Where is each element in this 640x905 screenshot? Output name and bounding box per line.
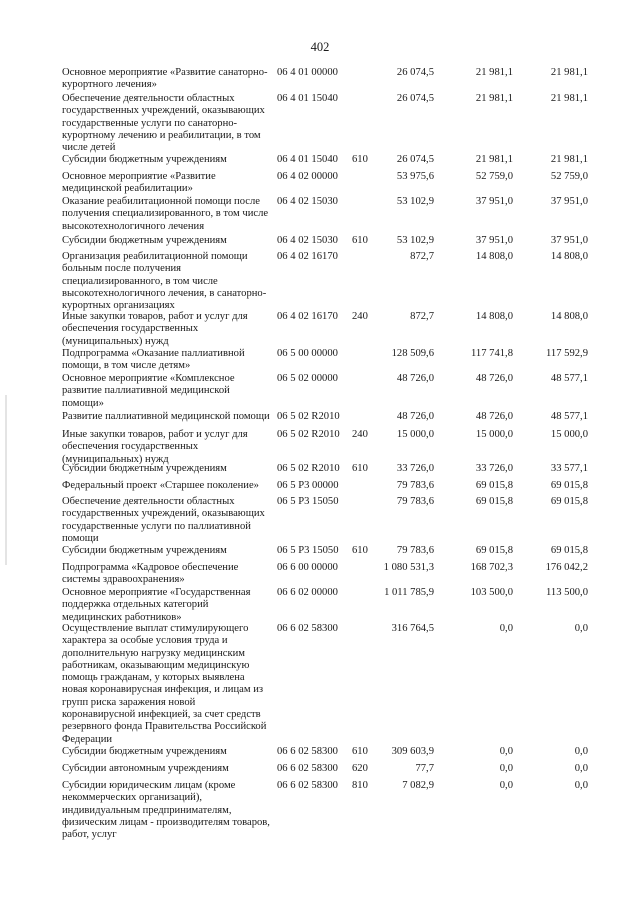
row-value-2: 117 741,8 [471,348,513,359]
row-value-3: 21 981,1 [550,93,588,104]
row-value-3: 48 577,1 [550,411,588,422]
row-value-2: 69 015,8 [475,496,513,507]
row-value-2: 168 702,3 [470,562,513,573]
row-name: Основное мероприятие «Развитие санаторно- курортного лечения» [62,67,268,91]
row-value-3: 0,0 [574,746,588,757]
row-name: Основное мероприятие «Развитие медицинской реабилитации» [62,171,216,195]
row-vr: 240 [352,429,368,440]
row-value-2: 21 981,1 [475,154,513,165]
row-name: Субсидии бюджетным учреждениям [62,235,227,246]
row-value-2: 103 500,0 [470,587,513,598]
row-value-3: 69 015,8 [550,496,588,507]
row-value-1: 872,7 [410,311,434,322]
row-name: Основное мероприятие «Комплексное развитие паллиативной медицинской помощи» [62,373,235,409]
row-value-1: 53 102,9 [396,235,434,246]
row-name: Оказание реабилитационной помощи после получения специализированного, в том числе высокотехнологичного лечения [62,196,269,232]
row-value-3: 69 015,8 [550,480,588,491]
row-value-1: 77,7 [415,763,434,774]
row-value-1: 48 726,0 [396,411,434,422]
row-value-1: 26 074,5 [396,93,434,104]
row-value-2: 21 981,1 [475,93,513,104]
row-vr: 810 [352,780,368,791]
row-value-2: 14 808,0 [475,251,513,262]
row-value-1: 128 509,6 [391,348,434,359]
row-code: 06 5 02 00000 [277,373,338,384]
row-value-2: 37 951,0 [475,196,513,207]
row-value-3: 48 577,1 [550,373,588,384]
row-code: 06 4 02 00000 [277,171,338,182]
row-name: Субсидии бюджетным учреждениям [62,154,227,165]
row-value-1: 872,7 [410,251,434,262]
row-value-1: 309 603,9 [391,746,434,757]
row-value-2: 0,0 [499,623,513,634]
row-code: 06 4 02 15030 [277,235,338,246]
row-vr: 610 [352,463,368,474]
row-name: Иные закупки товаров, работ и услуг для обеспечения государственных (муниципальных) нужд [62,311,248,347]
row-value-1: 15 000,0 [396,429,434,440]
row-value-3: 117 592,9 [546,348,588,359]
row-name: Организация реабилитационной помощи больным после получения специализированного, в том числе высокотехнологичного лечения, в санаторно- курортных организациях [62,251,267,312]
row-value-1: 1 080 531,3 [383,562,434,573]
row-value-1: 79 783,6 [396,480,434,491]
row-code: 06 4 01 15040 [277,93,338,104]
row-value-3: 69 015,8 [550,545,588,556]
row-name: Субсидии бюджетным учреждениям [62,545,227,556]
row-code: 06 4 01 15040 [277,154,338,165]
row-value-1: 26 074,5 [396,154,434,165]
row-code: 06 6 02 58300 [277,763,338,774]
row-value-2: 21 981,1 [475,67,513,78]
row-value-3: 0,0 [574,780,588,791]
row-value-3: 0,0 [574,623,588,634]
row-value-2: 0,0 [499,780,513,791]
row-value-2: 52 759,0 [475,171,513,182]
row-value-3: 176 042,2 [545,562,588,573]
row-name: Федеральный проект «Старшее поколение» [62,480,259,491]
row-vr: 610 [352,746,368,757]
row-name: Субсидии юридическим лицам (кроме некоммерческих организаций), индивидуальным предпринимателям, физическим лицам - производителям товаров, работ, услуг [62,780,270,841]
row-name: Подпрограмма «Кадровое обеспечение системы здравоохранения» [62,562,239,586]
row-code: 06 4 02 16170 [277,311,338,322]
row-code: 06 5 P3 15050 [277,545,339,556]
row-code: 06 5 02 R2010 [277,463,340,474]
row-value-1: 1 011 785,9 [384,587,434,598]
row-value-3: 0,0 [574,763,588,774]
row-vr: 610 [352,235,368,246]
row-name: Осуществление выплат стимулирующего характера за особые условия труда и дополнительную нагрузку медицинским работникам, оказывающим медицинскую помощь гражданам, у которых выявлена новая коронавирусная инфекция, и лицам из групп риска заражения новой коронавирусной инфекцией, за счет средств резервного фонда Правительства Российской Федерации [62,623,267,745]
row-value-3: 21 981,1 [550,154,588,165]
row-value-1: 26 074,5 [396,67,434,78]
row-value-3: 14 808,0 [550,251,588,262]
row-code: 06 5 P3 15050 [277,496,339,507]
row-vr: 610 [352,154,368,165]
row-name: Субсидии бюджетным учреждениям [62,746,227,757]
row-value-2: 14 808,0 [475,311,513,322]
row-value-3: 15 000,0 [550,429,588,440]
row-vr: 620 [352,763,368,774]
row-value-2: 33 726,0 [475,463,513,474]
scan-margin-mark [5,395,7,565]
row-value-2: 0,0 [499,746,513,757]
row-value-1: 33 726,0 [396,463,434,474]
row-code: 06 6 00 00000 [277,562,338,573]
row-value-1: 48 726,0 [396,373,434,384]
row-code: 06 6 02 00000 [277,587,338,598]
row-name: Обеспечение деятельности областных государственных учреждений, оказывающих государственные услуги по паллиативной помощи [62,496,265,544]
row-value-3: 21 981,1 [550,67,588,78]
row-value-3: 37 951,0 [550,196,588,207]
row-name: Субсидии бюджетным учреждениям [62,463,227,474]
row-value-2: 0,0 [499,763,513,774]
page-number: 402 [310,40,330,54]
row-value-1: 79 783,6 [396,496,434,507]
row-code: 06 6 02 58300 [277,746,338,757]
row-value-2: 69 015,8 [475,545,513,556]
row-value-2: 48 726,0 [475,373,513,384]
row-name: Обеспечение деятельности областных государственных учреждений, оказывающих государственные услуги по санаторно- курортному лечению и реабилитации, в том числе детей [62,93,265,154]
row-vr: 240 [352,311,368,322]
row-value-2: 15 000,0 [475,429,513,440]
row-value-3: 14 808,0 [550,311,588,322]
row-code: 06 6 02 58300 [277,623,338,634]
row-name: Развитие паллиативной медицинской помощи [62,411,270,422]
row-value-1: 7 082,9 [402,780,434,791]
row-value-3: 113 500,0 [546,587,588,598]
row-vr: 610 [352,545,368,556]
row-value-2: 69 015,8 [475,480,513,491]
row-value-3: 33 577,1 [550,463,588,474]
row-code: 06 5 02 R2010 [277,429,340,440]
row-value-1: 53 975,6 [396,171,434,182]
row-code: 06 5 00 00000 [277,348,338,359]
row-code: 06 5 02 R2010 [277,411,340,422]
row-value-3: 37 951,0 [550,235,588,246]
row-name: Субсидии автономным учреждениям [62,763,229,774]
row-value-1: 53 102,9 [396,196,434,207]
row-value-1: 79 783,6 [396,545,434,556]
row-value-2: 37 951,0 [475,235,513,246]
row-name: Иные закупки товаров, работ и услуг для обеспечения государственных (муниципальных) нужд [62,429,248,465]
row-name: Подпрограмма «Оказание паллиативной помощи, в том числе детям» [62,348,245,372]
row-code: 06 6 02 58300 [277,780,338,791]
row-code: 06 4 02 16170 [277,251,338,262]
row-code: 06 4 01 00000 [277,67,338,78]
row-value-1: 316 764,5 [391,623,434,634]
row-code: 06 4 02 15030 [277,196,338,207]
row-name: Основное мероприятие «Государственная поддержка отдельных категорий медицинских работников» [62,587,251,623]
row-value-2: 48 726,0 [475,411,513,422]
row-value-3: 52 759,0 [550,171,588,182]
row-code: 06 5 P3 00000 [277,480,339,491]
